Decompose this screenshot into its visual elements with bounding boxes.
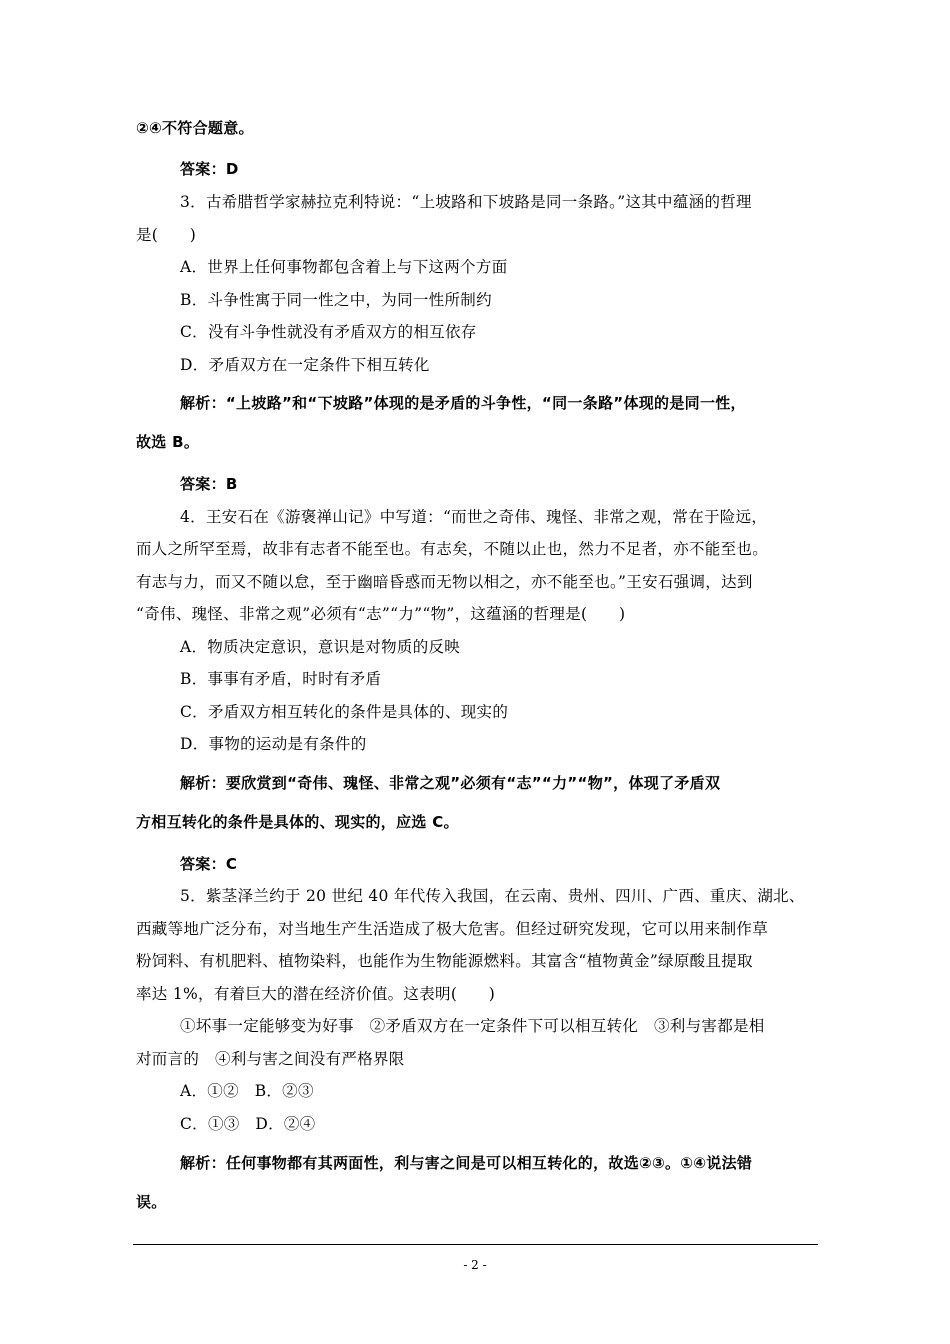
question-5-stem-cont: 粉饲料、有机肥料、植物染料，也能作为生物能源燃料。其富含“植物黄金”绿原酸且提取: [136, 952, 753, 970]
analysis-line-cont: 方相互转化的条件是具体的、现实的，应选 C。: [136, 813, 459, 831]
question-5-statements-cont: 对而言的 ④利与害之间没有严格界限: [136, 1050, 405, 1068]
answer-line: 答案：D: [180, 160, 239, 178]
question-4-option-b: B．事事有矛盾，时时有矛盾: [180, 670, 382, 688]
analysis-line: 解析：任何事物都有其两面性，利与害之间是可以相互转化的，故选②③。①④说法错: [180, 1154, 753, 1172]
answer-line: 答案：B: [180, 475, 238, 493]
analysis-line: 解析：“上坡路”和“下坡路”体现的是矛盾的斗争性，“同一条路”体现的是同一性，: [180, 394, 746, 412]
footer-divider: [133, 1244, 818, 1245]
question-4-option-d: D．事物的运动是有条件的: [180, 735, 367, 753]
question-5-stem-cont: 西藏等地广泛分布，对当地生产生活造成了极大危害。但经过研究发现，它可以用来制作草: [136, 920, 769, 938]
question-3-option-d: D．矛盾双方在一定条件下相互转化: [180, 356, 430, 374]
question-5-options-cd: C．①③ D．②④: [180, 1115, 316, 1133]
question-5-statements: ①坏事一定能够变为好事 ②矛盾双方在一定条件下可以相互转化 ③利与害都是相: [180, 1017, 765, 1035]
question-4-stem-cont: “奇伟、瑰怪、非常之观”必须有“志”“力”“物”，这蕴涵的哲理是( ): [136, 605, 626, 623]
question-3-stem: 3．古希腊哲学家赫拉克利特说：“上坡路和下坡路是同一条路。”这其中蕴涵的哲理: [180, 193, 752, 211]
question-3-stem-cont: 是( ): [136, 226, 197, 244]
analysis-line-cont: 故选 B。: [136, 433, 200, 451]
analysis-line: 解析：要欣赏到“奇伟、瑰怪、非常之观”必须有“志”“力”“物”，体现了矛盾双: [180, 774, 721, 792]
answer-line: 答案：C: [180, 855, 238, 873]
question-3-option-c: C．没有斗争性就没有矛盾双方的相互依存: [180, 323, 477, 341]
question-5-stem-cont: 率达 1%，有着巨大的潜在经济价值。这表明( ): [136, 985, 496, 1003]
page-number: - 2 -: [463, 1258, 487, 1272]
question-4-option-a: A．物质决定意识，意识是对物质的反映: [180, 638, 461, 656]
question-4-stem-cont: 而人之所罕至焉，故非有志者不能至也。有志矣，不随以止也，然力不足者，亦不能至也。: [136, 540, 769, 558]
question-4-stem-cont: 有志与力，而又不随以怠，至于幽暗昏惑而无物以相之，亦不能至也。”王安石强调，达到: [136, 573, 753, 591]
question-3-option-a: A．世界上任何事物都包含着上与下这两个方面: [180, 258, 508, 276]
text-line: ②④不符合题意。: [136, 119, 254, 137]
question-5-options-ab: A．①② B．②③: [180, 1082, 314, 1100]
question-4-option-c: C．矛盾双方相互转化的条件是具体的、现实的: [180, 703, 509, 721]
question-3-option-b: B．斗争性寓于同一性之中，为同一性所制约: [180, 291, 492, 309]
question-4-stem: 4．王安石在《游褒禅山记》中写道：“而世之奇伟、瑰怪、非常之观，常在于险远，: [180, 508, 768, 526]
analysis-line-cont: 误。: [136, 1193, 167, 1211]
question-5-stem: 5．紫茎泽兰约于 20 世纪 40 年代传入我国，在云南、贵州、四川、广西、重庆、湖北、: [180, 887, 805, 905]
